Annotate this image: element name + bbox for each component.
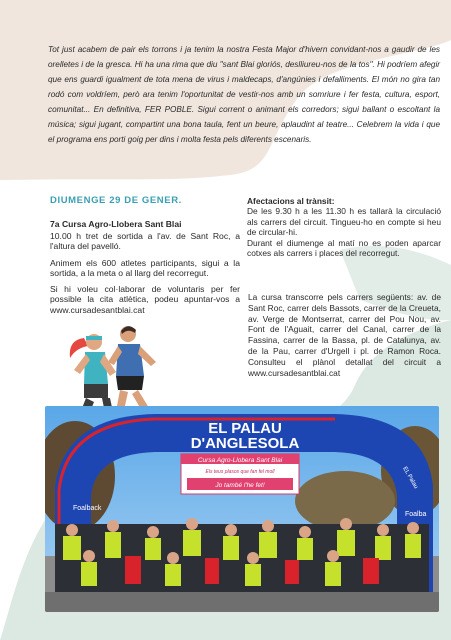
traffic-parking-text: Durant el diumenge al matí no es poden aparcar cotxes als carrers i places del recorregut.: [247, 237, 441, 259]
event-title: 7a Cursa Agro-Llobera Sant Blai: [50, 219, 182, 229]
arch-right-brand: Foalba: [405, 511, 427, 518]
banner-subtitle: Els teus plasos que fan fel moll: [205, 469, 275, 475]
crowd-of-volunteers: [45, 518, 439, 612]
arch-left-brand: Foalback: [73, 505, 102, 512]
event-date-heading: DIUMENGE 29 DE GENER.: [50, 195, 182, 206]
event-details: [50, 231, 240, 321]
route-description: La cursa transcorre pels carrers següents: av. de Sant Roc, carrer dels Bassots, carrer de la Creueta, av. Verge de Montserrat, carrer del Pou Nou, av. Font de l'Aguait, carrer del Canal, carrer de la Fassina, carrer de la Bassa, pl. de Catalunya, av. de la Pau, carrer d'Urgell i pl. de Ramon Roca. Consulteu el plànol detallat del circuit a www.cursadesantblai.cat: [248, 292, 441, 378]
event-start-text: 10.00 h tret de sortida a l'av. de Sant Roc, a l'altura del pavelló.: [50, 231, 240, 252]
traffic-closure-text: De les 9.30 h a les 11.30 h es tallarà la circulació als carrers del circuit. Tingueu-ho en compte si heu de circular-hi.: [247, 206, 441, 238]
arch-title-line2: D'ANGLESOLA: [190, 435, 300, 452]
banner-tagline: Jo també l'he fet!: [215, 482, 265, 489]
race-photo: [45, 406, 439, 612]
traffic-heading: Afectacions al trànsit:: [247, 196, 335, 206]
arch-title-line1: EL PALAU: [208, 420, 282, 437]
event-athletes-text: Animem els 600 atletes participants, sigui a la sortida, a la meta o al llarg del recorregut.: [50, 257, 240, 278]
intro-paragraph: Tot just acabem de pair els torrons i ja tenim la nostra Festa Major d'hivern convidant-nos a gaudir de les orelletes i de la gresca. Hi ha una rima que diu "sant Blai gloriós, deslliureu-nos de la tos". Hi podríem afegir que ens guardi igualment de tota mena de virus i maldecaps, d'angúnies i defalliments. El món no gira tan rodó com voldríem, però ara tenim l'oportunitat de vestir-nos amb un somriure i fer festa, cultura, esport, comunitat... En definitiva, FER POBLE. Sigui corrent o animant els corredors; sigui ballant o escoltant la música; sigui jugant, compartint una bona taula, fent un beure, aplaudint al teatre... Celebrem la vida i que el programa ens porti goig per dins i molta festa pels diferents escenaris.: [48, 45, 440, 144]
traffic-notice: [247, 196, 441, 258]
banner-title: Cursa Agro-Llobera Sant Blai: [197, 457, 283, 464]
race-photo-scene: [45, 406, 439, 612]
event-volunteers-text: Si hi voleu col·laborar de voluntaris per fer possible la cita atlètica, podeu apuntar-vos a www.cursadesantblai.cat: [50, 284, 240, 315]
arch-side-label: EL Palau: [401, 466, 419, 490]
